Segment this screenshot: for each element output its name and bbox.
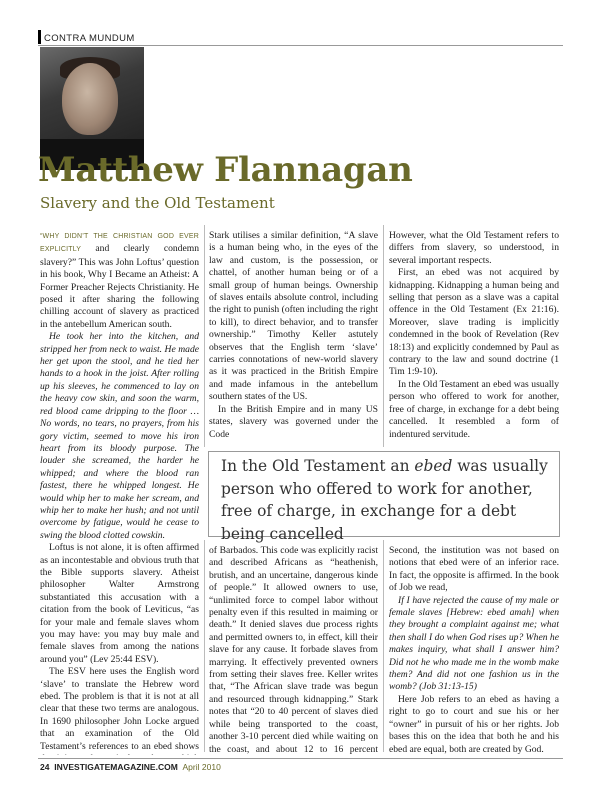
footer-rule <box>38 758 563 759</box>
section-marker <box>38 30 41 44</box>
block-quote: If I have rejected the cause of my male or female slaves [Hebrew: ebed amah] when they brought a complaint against me; what then shall I do when God rises up? When he makes inquiry, what shall I answer him? Did not he who made me in the womb make them? And did not one fashion us in the womb? (Job 31:13-15) <box>389 594 559 693</box>
body-paragraph: The ESV here uses the English word ‘slave’ to translate the Hebrew word ebed. The problem is that it is not at all clear that these two terms are analogous. In 1690 philosopher John Locke argued that an examination of the Old Testament’s references to an ebed shows <box>40 666 199 752</box>
column-3-top <box>389 230 559 445</box>
top-rule <box>38 45 563 46</box>
issue-date: April 2010 <box>182 762 221 772</box>
pull-quote <box>221 455 551 545</box>
column-1 <box>40 230 199 755</box>
body-paragraph: In the Old Testament an ebed was usually person who offered to work for another, free of charge, in exchange for a debt being cancelled. It resembled a form of indentured servitude. <box>389 378 559 440</box>
pull-quote-emphasis: ebed <box>414 457 453 475</box>
intro-text: and clearly condemn slavery?” This was John Loftus’ question in his book, Why I Became an Atheist: A Former Preacher Rejects Christianity. He posed it after sharing the following chilling account of slavery as practiced in the antebellum American south. <box>40 243 199 330</box>
author-face <box>62 63 118 135</box>
column-divider <box>204 540 205 752</box>
column-3-bottom <box>389 545 559 755</box>
body-paragraph: Loftus is not alone, it is often affirmed as an incontestable and obvious truth that the Bible supports slavery. Atheist philosopher Walter Armstrong substantiated this accusation with a citation from the book of Leviticus, “as for your male and female slaves whom you may have: you may buy male and female slaves from among the nations around you” (Lev 25:44 ESV). <box>40 542 199 665</box>
lead-in-caps: “WHY DIDN’T THE CHRISTIAN GOD EVER EXPLICITLY <box>40 233 199 254</box>
section-label: CONTRA MUNDUM <box>44 33 135 44</box>
page-footer <box>40 762 221 772</box>
body-paragraph: However, what the Old Testament refers to differs from slavery, so understood, in several important respects. <box>389 230 559 266</box>
intro-paragraph <box>40 230 199 331</box>
column-divider <box>383 225 384 447</box>
magazine-site: INVESTIGATEMAGAZINE.COM <box>54 762 178 772</box>
column-2-top <box>209 230 378 445</box>
body-paragraph: Second, the institution was not based on notions that ebed were of an inferior race. In fact, the opposite is affirmed. In the book of Job we read, <box>389 545 559 594</box>
body-paragraph: First, an ebed was not acquired by kidnapping. Kidnapping a human being and selling that person as a slave was a capital offence in the Old Testament (Ex 21:16). Moreover, slave trading is implicitly condemned in the book of Revelation (Rev 18:13) and explicitly condemned by Paul as contrary to the law and sound doctrine (1 Tim 1:9-10). <box>389 267 559 378</box>
page-number: 24 <box>40 762 50 772</box>
body-paragraph: of Barbados. This code was explicitly racist and described Africans as “heathenish, brutish, and an uncertaine, dangerous kinde of people.” It allowed owners to use, “unlimited force to compel labor without penalty even if this resulted in maiming or death.” It denied slaves due process rights and permitted owners to, in effect, kill their slave for any cause. It forbade slaves from marrying. It effectively prevented owners from setting their slaves free. Keller writes that, “The African slave trade was begun and resourced through kidnapping.” Stark notes that “20 to 40 percent of slaves died while being transported to the coast, another 3-10 percent died while waiting on the coast, and about 12 to 16 percent <box>209 545 378 755</box>
pull-quote-text: In the Old Testament an <box>221 457 415 475</box>
column-divider <box>204 225 205 447</box>
block-quote: He took her into the kitchen, and stripped her from neck to waist. He made her get upon the stool, and he tied her hands to a hook in the joist. After rolling up his sleeves, he commenced to lay on the heavy cow skin, and soon the warm, red blood came dripping to the floor … No words, no tears, no prayers, from his gory victim, seemed to move his iron heart from its bloody purpose. The louder she screamed, the harder he whipped; and where the blood ran fastest, there he whipped longest. He would whip her to make her scream, and whip her to make her hush; and not until overcome by fatigue, would he cease to swing the blood clotted cowskin. <box>40 331 199 541</box>
author-name: Matthew Flannagan <box>38 150 413 190</box>
body-paragraph: Here Job refers to an ebed as having a right to go to court and sue his or her “owner” in pursuit of his or her rights. Job bases this on the idea that both he and his ebed are equal, both are created by God. <box>389 693 559 755</box>
article-subtitle: Slavery and the Old Testament <box>40 194 275 212</box>
body-paragraph: In the British Empire and in many US states, slavery was governed under the Code <box>209 403 378 440</box>
body-paragraph: Stark utilises a similar definition, “A slave is a human being who, in the eyes of the law and custom, is the possession, or chattel, of another human being or of a small group of human beings. Ownership of slaves entails absolute control, including the right to punish (often including the right to kill), to direct behavior, and to transfer ownership.” Timothy Keller astutely observes that the English term ‘slave’ carries connotations of new-world slavery as it was practiced in the British Empire and made infamous in the antebellum southern states of the US. <box>209 230 378 403</box>
column-2-bottom <box>209 545 378 755</box>
column-divider <box>383 540 384 752</box>
pull-quote-text: was usually person who offered to work for another, free of charge, in exchange for a debt being cancelled <box>221 457 548 543</box>
